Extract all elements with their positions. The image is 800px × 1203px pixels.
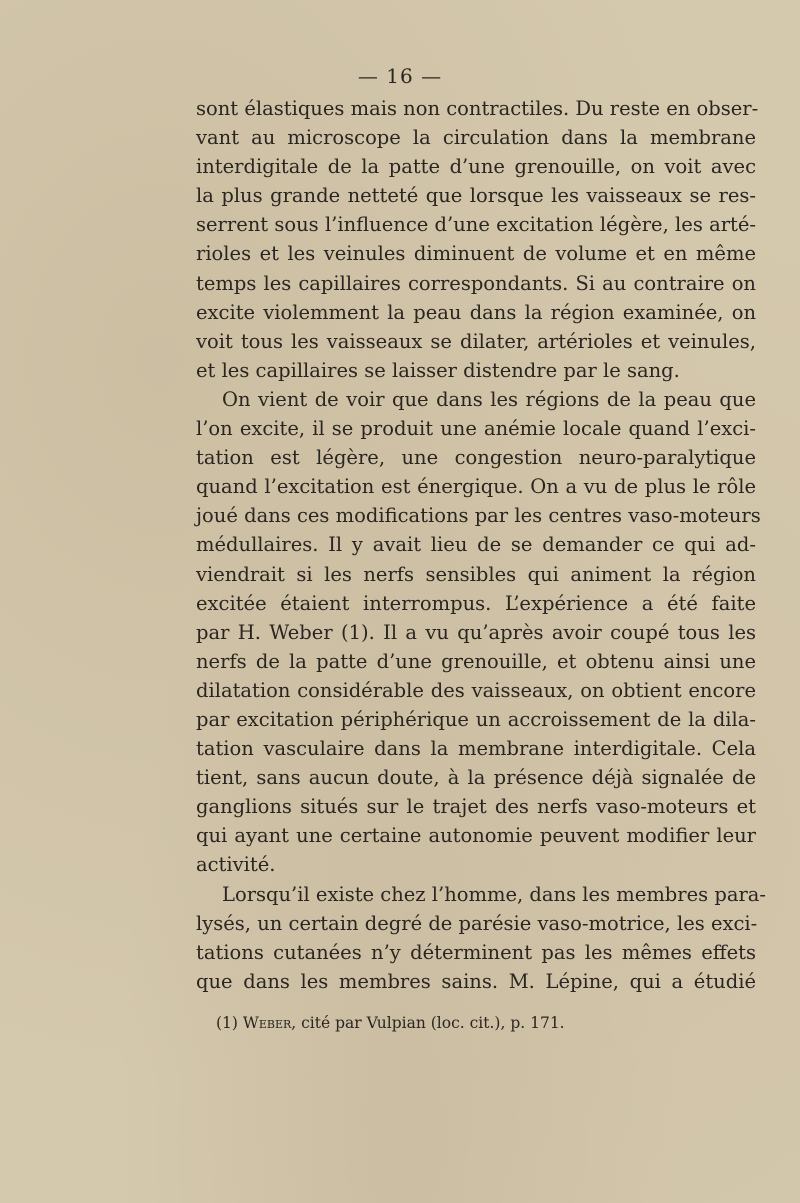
page-number: — 16 — xyxy=(357,64,443,88)
text-line: excitée étaient interrompus. L’expérience a été faite xyxy=(196,591,756,615)
text-line: médullaires. Il y avait lieu de se demander ce qui ad- xyxy=(196,533,756,557)
text-line: ganglions situés sur le trajet des nerfs vaso-moteurs et xyxy=(196,795,756,819)
footnote-marker: (1) xyxy=(216,1014,238,1032)
text-line: que dans les membres sains. M. Lépine, qui a étudié xyxy=(196,969,756,993)
text-line: lysés, un certain degré de parésie vaso-motrice, les exci- xyxy=(196,911,758,935)
footnote xyxy=(216,1014,756,1032)
footnote-text: , cité par Vulpian (loc. cit.), p. 171. xyxy=(291,1014,565,1032)
text-line: l’on excite, il se produit une anémie locale quand l’exci- xyxy=(196,417,756,441)
text-line: tation vasculaire dans la membrane interdigitale. Cela xyxy=(196,737,756,761)
text-line: excite violemment la peau dans la région examinée, on xyxy=(196,300,756,324)
text-line: voit tous les vaisseaux se dilater, artérioles et veinules, xyxy=(196,329,756,353)
text-line: rioles et les veinules diminuent de volume et en même xyxy=(196,242,756,266)
text-line: joué dans ces modifications par les centres vaso-moteurs xyxy=(196,504,761,528)
text-line: qui ayant une certaine autonomie peuvent modifier leur xyxy=(196,824,756,848)
text-line: activité. xyxy=(196,853,276,877)
text-line: Lorsqu’il existe chez l’homme, dans les membres para- xyxy=(222,882,767,906)
text-line: tations cutanées n’y déterminent pas les mêmes effets xyxy=(196,940,756,964)
text-line: et les capillaires se laisser distendre par le sang. xyxy=(196,358,680,382)
text-line: par H. Weber (1). Il a vu qu’après avoir coupé tous les xyxy=(196,620,756,644)
text-line: On vient de voir que dans les régions de la peau que xyxy=(222,387,756,411)
text-line: dilatation considérable des vaisseaux, on obtient encore xyxy=(196,678,756,702)
text-line: la plus grande netteté que lorsque les vaisseaux se res- xyxy=(196,184,756,208)
text-line: quand l’excitation est énergique. On a vu de plus le rôle xyxy=(196,475,756,499)
text-line: nerfs de la patte d’une grenouille, et obtenu ainsi une xyxy=(196,649,756,673)
text-line: temps les capillaires correspondants. Si au contraire on xyxy=(196,271,756,295)
text-line: sont élastiques mais non contractiles. Du reste en obser- xyxy=(196,97,759,120)
text-line: par excitation périphérique un accroissement de la dila- xyxy=(196,707,756,731)
text-line: tient, sans aucun doute, à la présence déjà signalée de xyxy=(196,766,756,790)
text-line: serrent sous l’influence d’une excitation légère, les arté- xyxy=(196,213,756,237)
text-line: vant au microscope la circulation dans la membrane xyxy=(196,126,756,150)
body-text xyxy=(196,94,767,996)
text-line: tation est légère, une congestion neuro-paralytique xyxy=(196,446,756,470)
text-line: viendrait si les nerfs sensibles qui animent la région xyxy=(196,562,756,586)
footnote-author: Weber xyxy=(242,1014,292,1032)
text-line: interdigitale de la patte d’une grenouille, on voit avec xyxy=(196,155,756,179)
